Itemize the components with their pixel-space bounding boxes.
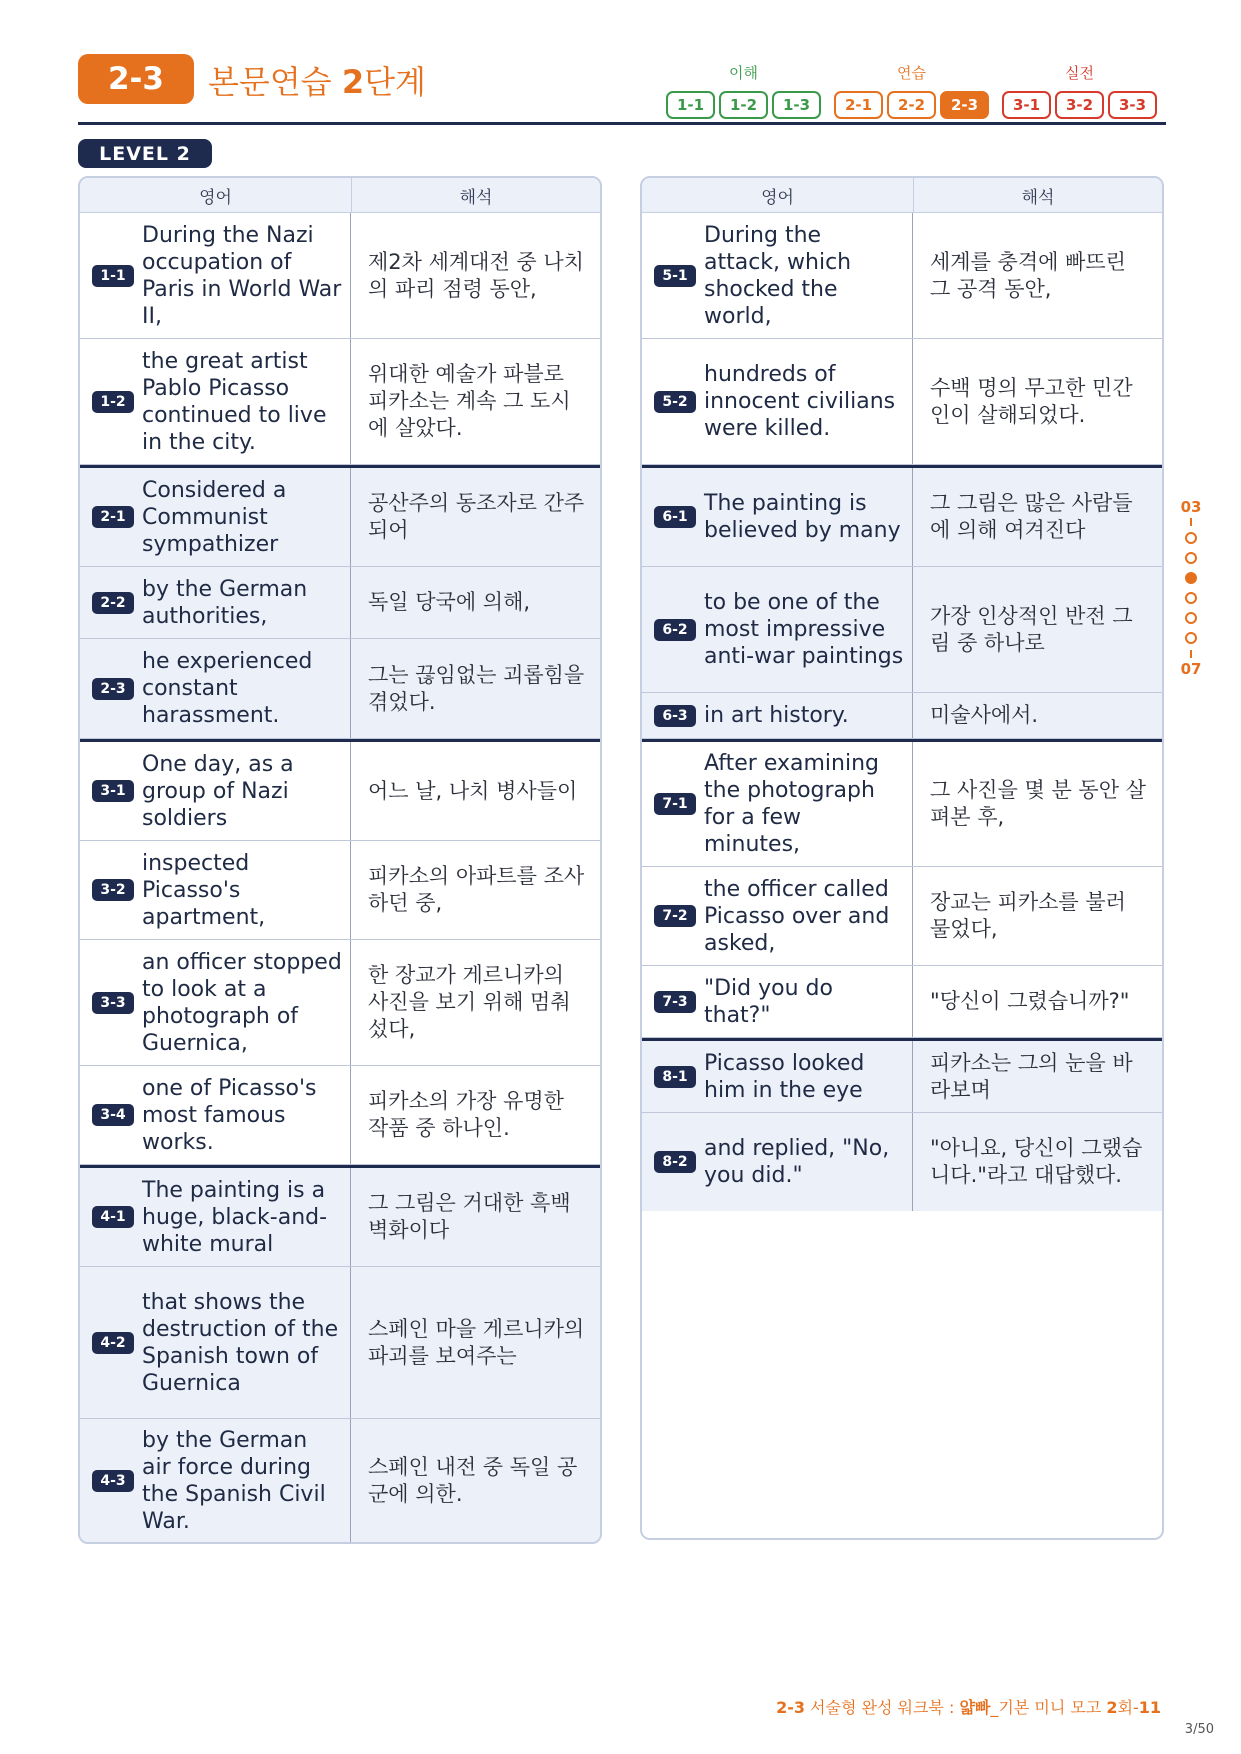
side-index-start: 03 xyxy=(1180,498,1202,516)
side-progress-index xyxy=(1174,498,1208,678)
table-row xyxy=(642,1038,1162,1113)
english-text: in art history. xyxy=(704,703,849,728)
english-text: hundreds of innocent civilians were killed. xyxy=(704,362,896,441)
english-text: During the attack, which shocked the world, xyxy=(704,222,852,329)
footer-caption xyxy=(776,1695,1161,1718)
table-row xyxy=(80,1066,600,1165)
nav-step-3-1[interactable]: 3-1 xyxy=(1002,91,1051,119)
english-text: inspected Picasso's apartment, xyxy=(142,850,266,930)
sentence-number: 6-3 xyxy=(654,705,696,727)
table-header xyxy=(80,178,600,213)
progress-dot-icon xyxy=(1185,612,1197,624)
nav-step-3-3[interactable]: 3-3 xyxy=(1108,91,1157,119)
nav-step-2-3-active[interactable]: 2-3 xyxy=(940,91,989,119)
progress-dot-icon xyxy=(1185,632,1197,644)
nav-group-real xyxy=(1002,62,1157,119)
sentence-number: 2-1 xyxy=(92,506,134,528)
table-row xyxy=(642,966,1162,1038)
korean-text: 수백 명의 무고한 민간인이 살해되었다. xyxy=(930,375,1133,427)
table-row xyxy=(642,739,1162,867)
title-step-number: 2 xyxy=(341,63,365,101)
english-text: "Did you do that?" xyxy=(704,975,833,1028)
left-translation-table xyxy=(78,176,602,1544)
table-row xyxy=(642,567,1162,693)
korean-text: 그 그림은 많은 사람들에 의해 여겨진다 xyxy=(913,468,1162,566)
sentence-number: 5-1 xyxy=(654,265,696,287)
english-text: Considered a Communist sympathizer xyxy=(142,477,287,557)
english-text: by the German air force during the Spanish Civil War. xyxy=(142,1427,326,1534)
nav-group-label: 이해 xyxy=(729,64,758,82)
korean-text: 피카소의 아파트를 조사하던 중, xyxy=(368,864,585,915)
col-header-korean: 해석 xyxy=(459,187,493,208)
col-header-english: 영어 xyxy=(80,178,352,212)
english-text: the officer called Picasso over and asked, xyxy=(704,876,890,956)
korean-text: "아니요, 당신이 그랬습니다."라고 대답했다. xyxy=(913,1113,1162,1211)
right-translation-table xyxy=(640,176,1164,1540)
col-header-korean: 해석 xyxy=(1021,187,1055,208)
nav-step-1-1[interactable]: 1-1 xyxy=(666,91,715,119)
korean-text: 그 사진을 몇 분 동안 살펴본 후, xyxy=(930,778,1146,829)
side-index-end: 07 xyxy=(1180,660,1202,678)
progress-dot-icon xyxy=(1185,532,1197,544)
sentence-number: 4-2 xyxy=(92,1332,134,1354)
table-row xyxy=(642,693,1162,739)
korean-text: 장교는 피카소를 불러 물었다, xyxy=(930,890,1126,941)
side-index-line xyxy=(1190,650,1192,658)
footer-book-title: 서술형 완성 워크북 : xyxy=(804,1698,960,1717)
section-badge: 2-3 xyxy=(78,54,194,104)
english-text: After examining the photograph for a few minutes, xyxy=(704,751,879,857)
title-prefix: 본문연습 xyxy=(208,63,332,101)
korean-text: 독일 당국에 의해, xyxy=(351,567,600,638)
korean-text: 그는 끊임없는 괴롭힘을 겪었다. xyxy=(351,639,600,738)
table-row xyxy=(80,1419,600,1542)
sentence-number: 2-2 xyxy=(92,592,134,614)
korean-text: 가장 인상적인 반전 그림 중 하나로 xyxy=(913,567,1162,692)
english-text: The painting is a huge, black-and-white mural xyxy=(142,1177,328,1257)
footer-round-suffix: 회- xyxy=(1117,1698,1139,1717)
table-row xyxy=(80,1267,600,1419)
korean-text: 피카소의 가장 유명한 작품 중 하나인. xyxy=(368,1089,564,1140)
nav-step-2-2[interactable]: 2-2 xyxy=(887,91,936,119)
table-row xyxy=(642,213,1162,339)
english-text: One day, as a group of Nazi soldiers xyxy=(142,751,294,831)
korean-text: 제2차 세계대전 중 나치의 파리 점령 동안, xyxy=(368,249,584,301)
english-text: and replied, "No, you did." xyxy=(704,1136,890,1188)
sentence-number: 1-2 xyxy=(92,391,134,413)
nav-group-label: 연습 xyxy=(897,64,926,82)
progress-dot-icon xyxy=(1185,552,1197,564)
page-title xyxy=(208,57,426,103)
side-index-line xyxy=(1190,518,1192,526)
korean-text: 미술사에서. xyxy=(913,693,1162,738)
korean-text: 어느 날, 나치 병사들이 xyxy=(368,778,578,803)
nav-step-1-3[interactable]: 1-3 xyxy=(772,91,821,119)
sentence-number: 3-2 xyxy=(92,879,134,901)
table-row xyxy=(642,867,1162,966)
korean-text: 공산주의 동조자로 간주되어 xyxy=(351,468,600,566)
sentence-number: 8-2 xyxy=(654,1151,696,1173)
col-header-english: 영어 xyxy=(642,178,914,212)
korean-text: 스페인 내전 중 독일 공군에 의한. xyxy=(351,1419,600,1542)
table-row xyxy=(80,1165,600,1267)
sentence-number: 6-1 xyxy=(654,506,696,528)
level-badge: LEVEL 2 xyxy=(78,139,212,168)
english-text: the great artist Pablo Picasso continued to live in the city. xyxy=(142,348,327,455)
sentence-number: 6-2 xyxy=(654,619,696,641)
korean-text: 그 그림은 거대한 흑백 벽화이다 xyxy=(351,1168,600,1266)
english-text: one of Picasso's most famous works. xyxy=(142,1075,317,1155)
title-suffix: 단계 xyxy=(364,63,426,101)
english-text: an officer stopped to look at a photograph of Guernica, xyxy=(142,949,342,1056)
table-header xyxy=(642,178,1162,213)
footer-section: 2-3 xyxy=(776,1698,805,1717)
sentence-number: 7-3 xyxy=(654,991,696,1013)
progress-dot-current-icon xyxy=(1185,572,1197,584)
english-text: that shows the destruction of the Spanish town of Guernica xyxy=(142,1289,339,1396)
sentence-number: 4-3 xyxy=(92,1470,134,1492)
sentence-number: 7-1 xyxy=(654,793,696,815)
sentence-number: 3-1 xyxy=(92,780,134,802)
english-text: Picasso looked him in the eye xyxy=(704,1050,865,1103)
korean-text: 위대한 예술가 파블로 피카소는 계속 그 도시에 살았다. xyxy=(368,362,571,440)
english-text: The painting is believed by many xyxy=(704,491,901,543)
table-row xyxy=(80,213,600,339)
header-divider xyxy=(78,122,1166,125)
table-row xyxy=(80,739,600,841)
table-row xyxy=(642,1113,1162,1211)
korean-text: "당신이 그렸습니까?" xyxy=(930,989,1130,1013)
korean-text: 세계를 충격에 빠뜨린 그 공격 동안, xyxy=(930,249,1126,301)
table-row xyxy=(80,465,600,567)
table-row xyxy=(642,339,1162,465)
nav-group-label: 실전 xyxy=(1065,64,1094,82)
sentence-number: 7-2 xyxy=(654,905,696,927)
nav-group-practice xyxy=(834,62,989,119)
table-row xyxy=(80,339,600,465)
table-row xyxy=(80,940,600,1066)
english-text: by the German authorities, xyxy=(142,576,308,629)
sentence-number: 4-1 xyxy=(92,1206,134,1228)
sentence-number: 8-1 xyxy=(654,1066,696,1088)
nav-step-1-2[interactable]: 1-2 xyxy=(719,91,768,119)
progress-dot-icon xyxy=(1185,592,1197,604)
table-row xyxy=(80,567,600,639)
page-number: 3/50 xyxy=(1184,1722,1214,1737)
english-text: he experienced constant harassment. xyxy=(142,649,313,728)
footer-question-number: 11 xyxy=(1138,1698,1161,1717)
sentence-number: 1-1 xyxy=(92,265,134,287)
footer-test-name: _기본 미니 모고 xyxy=(990,1698,1107,1717)
footer-round: 2 xyxy=(1106,1698,1118,1717)
table-row xyxy=(80,639,600,739)
table-row xyxy=(80,841,600,940)
sentence-number: 3-4 xyxy=(92,1104,134,1126)
footer-series: 얇빠 xyxy=(959,1698,991,1717)
english-text: During the Nazi occupation of Paris in World War II, xyxy=(142,222,342,329)
nav-step-3-2[interactable]: 3-2 xyxy=(1055,91,1104,119)
korean-text: 피카소는 그의 눈을 바라보며 xyxy=(913,1041,1162,1112)
nav-group-understand xyxy=(666,62,821,119)
sentence-number: 3-3 xyxy=(92,992,134,1014)
korean-text: 스페인 마을 게르니카의 파괴를 보여주는 xyxy=(351,1267,600,1418)
sentence-number: 2-3 xyxy=(92,678,134,700)
korean-text: 한 장교가 게르니카의 사진을 보기 위해 멈춰 섰다, xyxy=(368,963,571,1041)
nav-step-2-1[interactable]: 2-1 xyxy=(834,91,883,119)
english-text: to be one of the most impressive anti-war paintings xyxy=(704,590,904,669)
table-row xyxy=(642,465,1162,567)
sentence-number: 5-2 xyxy=(654,391,696,413)
